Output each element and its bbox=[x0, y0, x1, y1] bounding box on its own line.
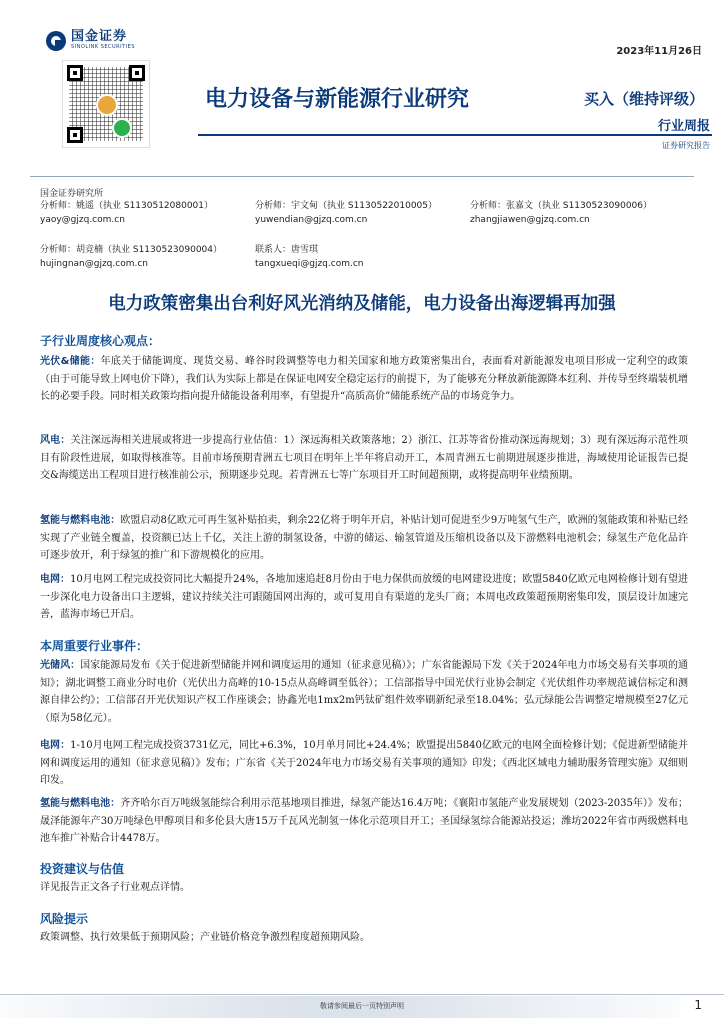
paragraph-text: 齐齐哈尔百万吨级氢能综合利用示范基地项目推进，绿氢产能达16.4万吨；《襄阳市氢能产业发展规划（2023-2035年）》发布；晟泽能源年产30万吨绿色甲醇项目和多伦县大唐15万千瓦风光制氢一体化示范项目开工；圣国绿氢综合能源站投运；潍坊2022年省市两级燃料电池车推广补贴合计4478万。 bbox=[40, 798, 689, 845]
section-title-events: 本周重要行业事件： bbox=[40, 639, 149, 653]
report-tag: 证券研究报告 bbox=[662, 141, 710, 150]
report-title: 电力设备与新能源行业研究 bbox=[205, 87, 470, 112]
paragraph-label: 电网： bbox=[40, 574, 71, 585]
paragraph-hydrogen bbox=[40, 512, 688, 565]
paragraph-grid bbox=[40, 571, 688, 624]
analyst-block bbox=[40, 243, 222, 271]
paragraph-event-solar bbox=[40, 657, 688, 728]
paragraph-text: 10月电网工程完成投资同比大幅提升24%，各地加速追赶8月份由于电力保供而放缓的电网建设进度；欧盟5840亿欧元电网检修计划有望进一步深化电力设备出口主逻辑，建议持续关注可跟随国网出海的，或可复用自有渠道的龙头厂商；本周电改政策超预期密集印发，顶层设计加速完善，蓝海市场已开启。 bbox=[40, 574, 688, 621]
paragraph-text: 关注深远海相关进展或将进一步提高行业估值：1）深远海相关政策落地；2）浙江、江苏等省份推动深远海规划；3）现有深远海示范性项目有阶段性进展，如取得核准等。目前市场预期青洲五七项目在明年上半年将启动开工，本周青洲五七前期进展逐步推进，海域使用论证报告已提交&海缆送出工程项目进行核准前公示，预期逐步兑现。若青洲五七等广东项目开工时间超预期，或将提高明年业绩预期。 bbox=[40, 435, 688, 482]
analyst-block bbox=[255, 199, 437, 227]
paragraph-text: 年底关于储能调度、现货交易、峰谷时段调整等电力相关国家和地方政策密集出台，表面看对新能源发电项目形成一定利空的政策（由于可能导致上网电价下降），我们认为实际上都是在保证电网安全稳定运行的前提下，为了能够充分释放新能源降本红利、并传导至终端装机增长的必要手段。同时相关政策均指向提升储能设备利用率，有望提升“高质高价”储能系统产品的市场竞争力。 bbox=[40, 356, 688, 403]
wechat-icon bbox=[112, 118, 132, 138]
paragraph-text: 欧盟启动8亿欧元可再生氢补贴拍卖，剩余22亿将于明年开启，补贴计划可促进至少9万吨氢气生产，欧洲的氢能政策和补贴已经实现了产业链全覆盖，投资额已达上千亿，关注上游的制氢设备，中游的储运、输氢管道及压缩机设备以及下游燃料电池机会；绿氢生产危化品许可逐步放开，利于绿氢的推广和下游规模化的应用。 bbox=[40, 515, 689, 562]
analyst-block bbox=[255, 243, 364, 271]
paragraph-label: 光伏&储能： bbox=[40, 356, 101, 367]
report-headline: 电力政策密集出台利好风光消纳及储能，电力设备出海逻辑再加强 bbox=[108, 294, 616, 314]
footer-disclaimer[interactable]: 敬请参阅最后一页特别声明 bbox=[320, 1002, 404, 1010]
paragraph-label: 氢能与燃料电池： bbox=[40, 798, 121, 809]
paragraph-event-hydrogen bbox=[40, 795, 688, 848]
qr-logo-icon bbox=[96, 94, 118, 116]
analyst-email[interactable]: zhangjiawen@gjzq.com.cn bbox=[470, 215, 590, 225]
analyst-divider bbox=[30, 176, 694, 177]
paragraph-label: 风电： bbox=[40, 435, 71, 446]
section-title-invest: 投资建议与估值 bbox=[40, 862, 125, 876]
paragraph-invest: 详见报告正文各子行业观点详情。 bbox=[40, 882, 190, 893]
section-title-core: 子行业周度核心观点： bbox=[40, 334, 161, 348]
paragraph-label: 光储风： bbox=[40, 660, 81, 671]
brand-name-cn: 国金证券 bbox=[71, 29, 128, 44]
brand-name-en: SINOLINK SECURITIES bbox=[71, 44, 135, 50]
analyst-label: 分析师：胡竞楠（执业 S1130523090004） bbox=[40, 245, 223, 255]
analyst-label: 联系人：唐雪琪 bbox=[255, 245, 319, 255]
analyst-label: 分析师：宇文甸（执业 S1130522010005） bbox=[255, 201, 438, 211]
header-divider bbox=[198, 134, 712, 136]
section-title-risk: 风险提示 bbox=[40, 912, 89, 926]
research-institute: 国金证券研究所 bbox=[40, 189, 104, 199]
paragraph-label: 氢能与燃料电池： bbox=[40, 515, 121, 526]
report-date: 2023年11月26日 bbox=[616, 46, 702, 57]
paragraph-risk: 政策调整、执行效果低于预期风险；产业链价格竞争激烈程度超预期风险。 bbox=[40, 932, 370, 943]
qr-code-icon bbox=[62, 60, 150, 148]
analyst-label: 分析师：张嘉文（执业 S1130523090006） bbox=[470, 201, 653, 211]
paragraph-solar-storage bbox=[40, 353, 688, 406]
analyst-block bbox=[470, 199, 652, 227]
rating-badge: 买入（维持评级） bbox=[583, 90, 704, 108]
document-type: 行业周报 bbox=[657, 119, 710, 134]
paragraph-label: 电网： bbox=[40, 740, 71, 751]
footer-divider bbox=[0, 994, 724, 995]
analyst-block bbox=[40, 199, 213, 227]
paragraph-text: 国家能源局发布《关于促进新型储能并网和调度运用的通知（征求意见稿）》；广东省能源局下发《关于2024年电力市场交易有关事项的通知》；湖北调整工商业分时电价（光伏出力高峰的10-15点从高峰调至低谷）；工信部指导中国光伏行业协会制定《光伏组件功率规范诚信标定和测源自律公约》；工信部召开光伏知识产权工作座谈会；协鑫光电1mx2m钙钛矿组件效率刷新纪录至18.04%；弘元绿能公告调整定增规模至27亿元（原为58亿元）。 bbox=[40, 660, 689, 725]
paragraph-wind bbox=[40, 432, 688, 485]
analyst-email[interactable]: hujingnan@gjzq.com.cn bbox=[40, 259, 148, 269]
analyst-email[interactable]: tangxueqi@gjzq.com.cn bbox=[255, 259, 364, 269]
page-number: 1 bbox=[694, 998, 702, 1012]
brand-logo bbox=[46, 30, 135, 51]
analyst-email[interactable]: yaoy@gjzq.com.cn bbox=[40, 215, 125, 225]
paragraph-text: 1-10月电网工程完成投资3731亿元，同比+6.3%，10月单月同比+24.4%；欧盟提出5840亿欧元的电网全面检修计划；《促进新型储能并网和调度运用的通知（征求意见稿）》发布；广东省《关于2024年电力市场交易有关事项的通知》印发；《西北区域电力辅助服务管理实施》双细则印发。 bbox=[40, 740, 688, 787]
paragraph-event-grid bbox=[40, 737, 688, 790]
analyst-email[interactable]: yuwendian@gjzq.com.cn bbox=[255, 215, 368, 225]
analyst-label: 分析师：姚遥（执业 S1130512080001） bbox=[40, 201, 214, 211]
sinolink-logo-icon bbox=[46, 31, 66, 51]
